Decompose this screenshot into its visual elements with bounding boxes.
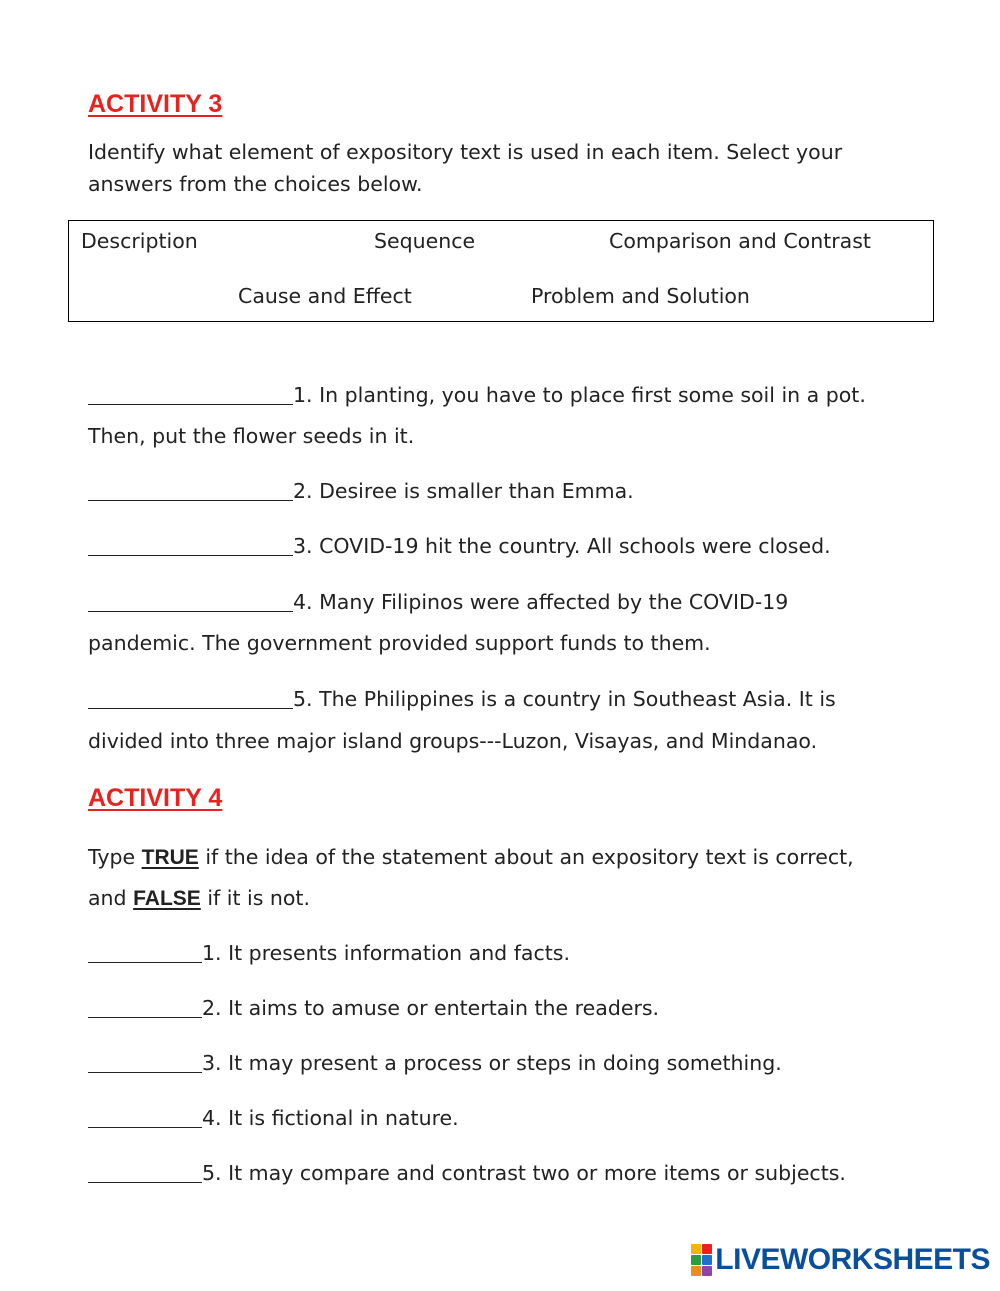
activity-3-item-1-continued: Then, put the flower seeds in it. bbox=[88, 424, 415, 448]
logo-block bbox=[691, 1255, 701, 1265]
true-keyword: TRUE bbox=[141, 846, 199, 869]
instruction-end: if it is not. bbox=[207, 886, 310, 910]
item-text: 1. In planting, you have to place first some soil in a pot. bbox=[293, 383, 866, 407]
answer-blank[interactable] bbox=[88, 589, 293, 612]
activity-3-item-1 bbox=[88, 379, 866, 411]
activity-3-item-5 bbox=[88, 683, 836, 715]
answer-blank[interactable] bbox=[88, 1050, 202, 1073]
choice-sequence: Sequence bbox=[374, 229, 476, 253]
activity-3-heading: ACTIVITY 3 bbox=[88, 90, 223, 118]
instruction-line: answers from the choices below. bbox=[88, 172, 423, 196]
item-text: 3. COVID-19 hit the country. All schools were closed. bbox=[293, 534, 831, 558]
item-text: 3. It may present a process or steps in doing something. bbox=[202, 1051, 782, 1075]
item-text: 4. It is fictional in nature. bbox=[202, 1106, 459, 1130]
answer-blank[interactable] bbox=[88, 1160, 202, 1183]
instruction-line: Identify what element of expository text is used in each item. Select your bbox=[88, 140, 843, 164]
logo-block bbox=[691, 1244, 701, 1254]
activity-4-item-5 bbox=[88, 1157, 846, 1189]
logo-block bbox=[691, 1266, 701, 1276]
item-text: 2. Desiree is smaller than Emma. bbox=[293, 479, 634, 503]
item-text: 2. It aims to amuse or entertain the readers. bbox=[202, 996, 660, 1020]
logo-text: LIVEWORKSHEETS bbox=[715, 1243, 990, 1276]
answer-blank[interactable] bbox=[88, 533, 293, 556]
activity-3-item-2 bbox=[88, 475, 634, 507]
and-word: and bbox=[88, 886, 127, 910]
activity-3-instructions bbox=[88, 136, 842, 200]
instruction-middle: if the idea of the statement about an expository text is correct, bbox=[205, 845, 854, 869]
false-keyword: FALSE bbox=[133, 887, 201, 910]
activity-3-item-4-continued: pandemic. The government provided support funds to them. bbox=[88, 631, 711, 655]
activity-4-instruction-line-1 bbox=[88, 841, 854, 874]
activity-4-item-2 bbox=[88, 992, 659, 1024]
choice-cause-and-effect: Cause and Effect bbox=[238, 284, 412, 308]
logo-block bbox=[702, 1255, 712, 1265]
activity-4-item-1 bbox=[88, 937, 570, 969]
activity-3-item-4 bbox=[88, 586, 788, 618]
activity-4-instruction-line-2 bbox=[88, 882, 310, 915]
answer-blank[interactable] bbox=[88, 478, 293, 501]
type-word: Type bbox=[88, 845, 136, 869]
answer-blank[interactable] bbox=[88, 382, 293, 405]
choice-comparison-and-contrast: Comparison and Contrast bbox=[609, 229, 871, 253]
choice-description: Description bbox=[81, 229, 198, 253]
logo-block bbox=[702, 1266, 712, 1276]
logo-block bbox=[702, 1244, 712, 1254]
liveworksheets-logo bbox=[691, 1243, 990, 1277]
item-text: 1. It presents information and facts. bbox=[202, 941, 570, 965]
answer-blank[interactable] bbox=[88, 995, 202, 1018]
activity-3-item-5-continued: divided into three major island groups---Luzon, Visayas, and Mindanao. bbox=[88, 729, 818, 753]
choices-box bbox=[68, 220, 934, 322]
item-text: 5. It may compare and contrast two or more items or subjects. bbox=[202, 1161, 846, 1185]
item-text: 5. The Philippines is a country in Southeast Asia. It is bbox=[293, 687, 836, 711]
answer-blank[interactable] bbox=[88, 940, 202, 963]
answer-blank[interactable] bbox=[88, 1105, 202, 1128]
activity-4-heading: ACTIVITY 4 bbox=[88, 784, 223, 812]
activity-4-item-3 bbox=[88, 1047, 782, 1079]
activity-4-item-4 bbox=[88, 1102, 459, 1134]
logo-blocks-icon bbox=[691, 1244, 712, 1276]
choice-problem-and-solution: Problem and Solution bbox=[531, 284, 750, 308]
answer-blank[interactable] bbox=[88, 686, 293, 709]
activity-3-item-3 bbox=[88, 530, 831, 562]
item-text: 4. Many Filipinos were affected by the COVID-19 bbox=[293, 590, 789, 614]
